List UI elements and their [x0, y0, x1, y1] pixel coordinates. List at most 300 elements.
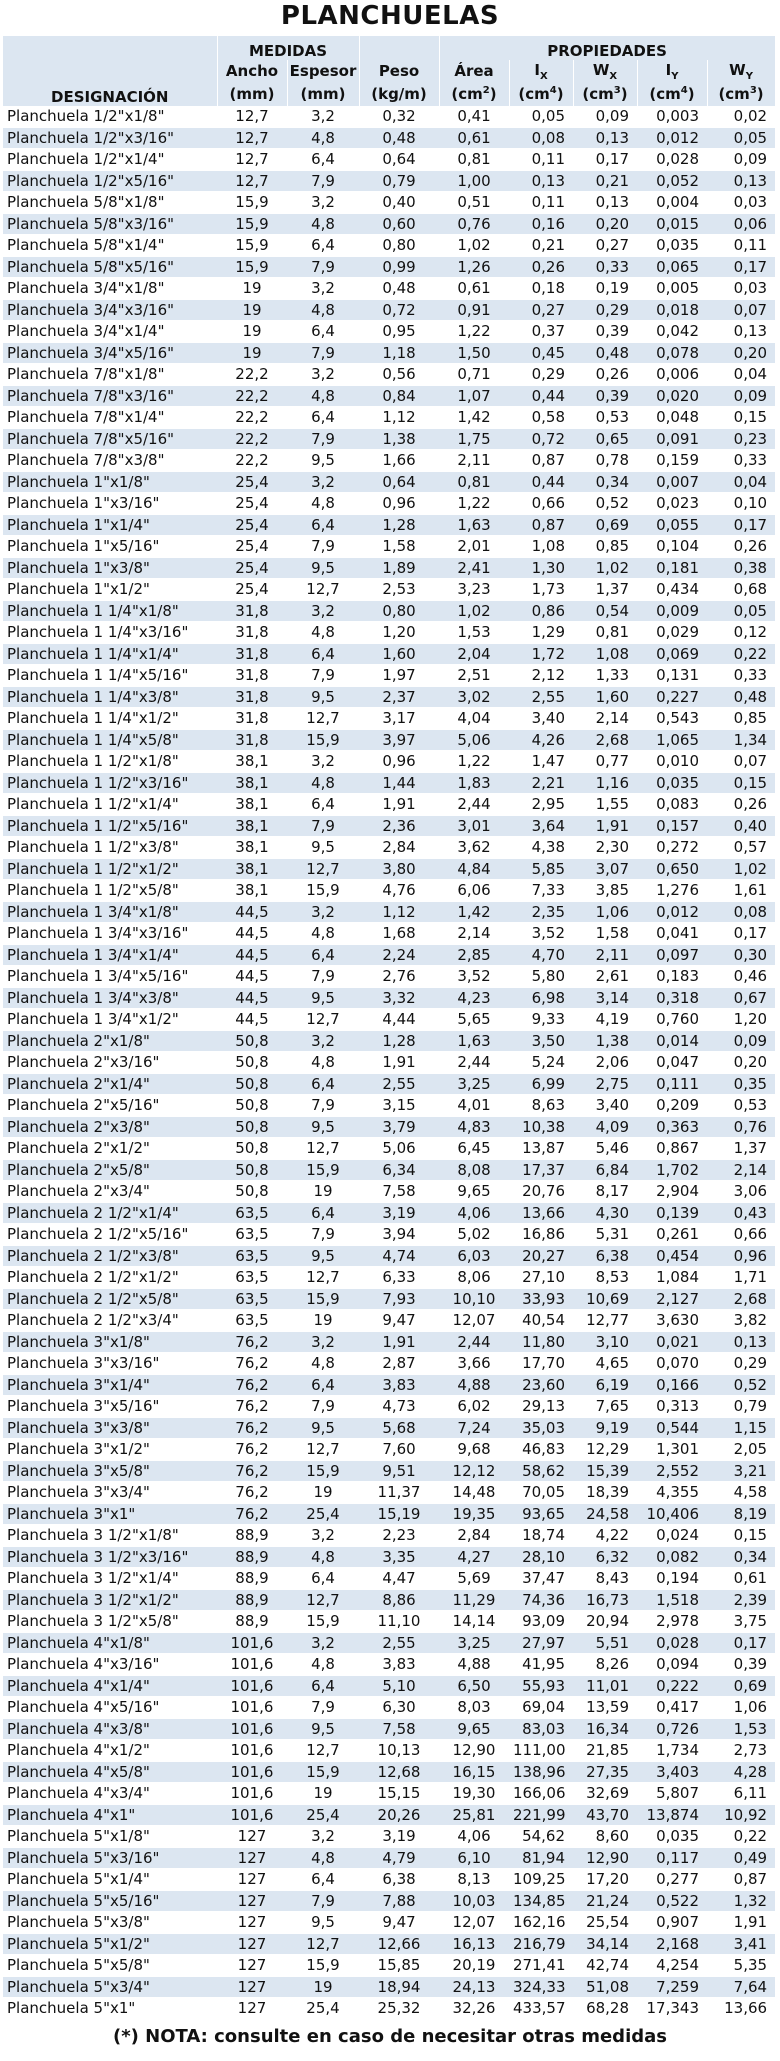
cell-peso: 7,88	[359, 1890, 439, 1912]
cell-designacion: Planchuela 5/8"x1/4"	[3, 235, 217, 257]
table-row	[3, 1826, 775, 1848]
cell-designacion: Planchuela 1 1/4"x5/16"	[3, 665, 217, 687]
cell-wy: 0,12	[707, 622, 775, 644]
cell-ix: 74,36	[509, 1589, 573, 1611]
cell-designacion: Planchuela 2 1/2"x5/8"	[3, 1288, 217, 1310]
cell-wx: 11,01	[573, 1675, 637, 1697]
cell-espesor: 15,9	[287, 1288, 359, 1310]
cell-wy: 0,96	[707, 1245, 775, 1267]
cell-wx: 68,28	[573, 1998, 637, 2020]
cell-espesor: 3,2	[287, 1331, 359, 1353]
cell-ix: 433,57	[509, 1998, 573, 2020]
cell-area: 1,02	[439, 235, 509, 257]
cell-designacion: Planchuela 1"x5/16"	[3, 536, 217, 558]
cell-designacion: Planchuela 1 1/2"x5/16"	[3, 815, 217, 837]
table-row	[3, 1783, 775, 1805]
cell-iy: 0,139	[637, 1202, 707, 1224]
cell-area: 1,42	[439, 407, 509, 429]
cell-designacion: Planchuela 4"x1/8"	[3, 1632, 217, 1654]
cell-wx: 0,20	[573, 213, 637, 235]
cell-wy: 0,79	[707, 1396, 775, 1418]
cell-designacion: Planchuela 1 3/4"x1/4"	[3, 944, 217, 966]
cell-ancho: 101,6	[217, 1783, 287, 1805]
cell-ancho: 50,8	[217, 1116, 287, 1138]
cell-iy: 13,874	[637, 1804, 707, 1826]
cell-designacion: Planchuela 7/8"x1/8"	[3, 364, 217, 386]
column-header-ix: $I_X$	[509, 60, 573, 82]
cell-wy: 0,20	[707, 342, 775, 364]
cell-iy: 2,904	[637, 1181, 707, 1203]
cell-area: 9,65	[439, 1181, 509, 1203]
cell-iy: 0,083	[637, 794, 707, 816]
cell-ancho: 38,1	[217, 815, 287, 837]
cell-ix: 1,30	[509, 557, 573, 579]
cell-ancho: 101,6	[217, 1761, 287, 1783]
cell-ix: 2,55	[509, 686, 573, 708]
cell-wy: 3,82	[707, 1310, 775, 1332]
cell-ix: 0,11	[509, 192, 573, 214]
table-row	[3, 708, 775, 730]
cell-iy: 0,117	[637, 1847, 707, 1869]
cell-ancho: 127	[217, 1847, 287, 1869]
cell-ix: 7,33	[509, 880, 573, 902]
cell-designacion: Planchuela 3"x5/16"	[3, 1396, 217, 1418]
cell-designacion: Planchuela 1 1/2"x1/2"	[3, 858, 217, 880]
cell-ancho: 44,5	[217, 987, 287, 1009]
cell-wx: 1,37	[573, 579, 637, 601]
cell-area: 5,65	[439, 1009, 509, 1031]
cell-wy: 0,35	[707, 1073, 775, 1095]
cell-wx: 3,14	[573, 987, 637, 1009]
cell-designacion: Planchuela 4"x3/8"	[3, 1718, 217, 1740]
cell-ix: 23,60	[509, 1374, 573, 1396]
cell-wx: 2,30	[573, 837, 637, 859]
cell-iy: 0,028	[637, 149, 707, 171]
cell-wy: 0,08	[707, 901, 775, 923]
cell-peso: 2,76	[359, 966, 439, 988]
cell-iy: 0,082	[637, 1546, 707, 1568]
cell-peso: 4,74	[359, 1245, 439, 1267]
cell-espesor: 12,7	[287, 1138, 359, 1160]
cell-wx: 2,14	[573, 708, 637, 730]
cell-peso: 7,60	[359, 1439, 439, 1461]
cell-espesor: 4,8	[287, 622, 359, 644]
cell-area: 4,88	[439, 1374, 509, 1396]
cell-peso: 0,48	[359, 127, 439, 149]
cell-peso: 2,53	[359, 579, 439, 601]
cell-designacion: Planchuela 2 1/2"x1/4"	[3, 1202, 217, 1224]
cell-peso: 11,37	[359, 1482, 439, 1504]
cell-ancho: 22,2	[217, 385, 287, 407]
table-row	[3, 600, 775, 622]
cell-wx: 4,65	[573, 1353, 637, 1375]
cell-wx: 2,11	[573, 944, 637, 966]
cell-wx: 1,06	[573, 901, 637, 923]
cell-ix: 35,03	[509, 1417, 573, 1439]
cell-ancho: 76,2	[217, 1396, 287, 1418]
cell-espesor: 15,9	[287, 1159, 359, 1181]
cell-ancho: 19	[217, 278, 287, 300]
cell-iy: 0,726	[637, 1718, 707, 1740]
cell-iy: 0,024	[637, 1525, 707, 1547]
cell-area: 1,22	[439, 751, 509, 773]
cell-espesor: 9,5	[287, 686, 359, 708]
cell-ancho: 25,4	[217, 536, 287, 558]
cell-peso: 1,44	[359, 772, 439, 794]
cell-wy: 0,43	[707, 1202, 775, 1224]
cell-wx: 2,61	[573, 966, 637, 988]
cell-iy: 0,417	[637, 1697, 707, 1719]
cell-peso: 11,10	[359, 1611, 439, 1633]
cell-wx: 2,06	[573, 1052, 637, 1074]
cell-peso: 2,87	[359, 1353, 439, 1375]
cell-wy: 0,57	[707, 837, 775, 859]
cell-designacion: Planchuela 3/4"x1/4"	[3, 321, 217, 343]
cell-wy: 0,26	[707, 794, 775, 816]
cell-wx: 5,46	[573, 1138, 637, 1160]
cell-designacion: Planchuela 3 1/2"x1/2"	[3, 1589, 217, 1611]
cell-designacion: Planchuela 1"x1/2"	[3, 579, 217, 601]
cell-ix: 13,66	[509, 1202, 573, 1224]
cell-iy: 1,301	[637, 1439, 707, 1461]
cell-wx: 8,17	[573, 1181, 637, 1203]
cell-ancho: 31,8	[217, 665, 287, 687]
cell-peso: 3,83	[359, 1374, 439, 1396]
cell-area: 2,41	[439, 557, 509, 579]
table-row	[3, 299, 775, 321]
cell-ancho: 101,6	[217, 1675, 287, 1697]
cell-ancho: 50,8	[217, 1095, 287, 1117]
cell-designacion: Planchuela 3"x5/8"	[3, 1460, 217, 1482]
cell-iy: 1,084	[637, 1267, 707, 1289]
cell-ancho: 101,6	[217, 1697, 287, 1719]
cell-wy: 5,35	[707, 1955, 775, 1977]
cell-ancho: 76,2	[217, 1374, 287, 1396]
cell-ix: 166,06	[509, 1783, 573, 1805]
cell-ix: 5,24	[509, 1052, 573, 1074]
cell-ancho: 63,5	[217, 1202, 287, 1224]
cell-espesor: 6,4	[287, 794, 359, 816]
cell-espesor: 6,4	[287, 514, 359, 536]
cell-wy: 0,22	[707, 1826, 775, 1848]
cell-espesor: 6,4	[287, 235, 359, 257]
cell-wx: 0,13	[573, 192, 637, 214]
cell-iy: 0,028	[637, 1632, 707, 1654]
cell-wy: 0,87	[707, 1869, 775, 1891]
cell-area: 6,02	[439, 1396, 509, 1418]
cell-espesor: 9,5	[287, 987, 359, 1009]
cell-designacion: Planchuela 1 3/4"x3/8"	[3, 987, 217, 1009]
cell-espesor: 4,8	[287, 1654, 359, 1676]
cell-area: 14,14	[439, 1611, 509, 1633]
cell-ancho: 127	[217, 1955, 287, 1977]
unit-iy: $(cm^4)$	[637, 82, 707, 106]
cell-ancho: 44,5	[217, 966, 287, 988]
cell-area: 19,30	[439, 1783, 509, 1805]
cell-designacion: Planchuela 3"x1"	[3, 1503, 217, 1525]
cell-ix: 13,87	[509, 1138, 573, 1160]
column-header-iy: $I_Y$	[637, 60, 707, 82]
cell-ancho: 12,7	[217, 106, 287, 127]
cell-ancho: 38,1	[217, 751, 287, 773]
cell-wy: 3,41	[707, 1933, 775, 1955]
cell-espesor: 19	[287, 1310, 359, 1332]
cell-iy: 0,544	[637, 1417, 707, 1439]
cell-iy: 10,406	[637, 1503, 707, 1525]
cell-area: 8,06	[439, 1267, 509, 1289]
cell-ix: 5,80	[509, 966, 573, 988]
cell-espesor: 15,9	[287, 1761, 359, 1783]
cell-peso: 1,12	[359, 901, 439, 923]
table-row	[3, 1009, 775, 1031]
cell-ix: 37,47	[509, 1568, 573, 1590]
cell-iy: 0,015	[637, 213, 707, 235]
cell-peso: 6,30	[359, 1697, 439, 1719]
table-row	[3, 1632, 775, 1654]
cell-wx: 1,91	[573, 815, 637, 837]
cell-iy: 0,035	[637, 1826, 707, 1848]
cell-iy: 0,760	[637, 1009, 707, 1031]
cell-ix: 0,29	[509, 364, 573, 386]
cell-ancho: 76,2	[217, 1417, 287, 1439]
cell-area: 12,90	[439, 1740, 509, 1762]
table-row	[3, 1202, 775, 1224]
cell-iy: 3,403	[637, 1761, 707, 1783]
cell-ix: 0,08	[509, 127, 573, 149]
cell-wx: 42,74	[573, 1955, 637, 1977]
cell-wy: 6,11	[707, 1783, 775, 1805]
cell-wy: 0,17	[707, 923, 775, 945]
cell-iy: 2,552	[637, 1460, 707, 1482]
cell-espesor: 9,5	[287, 837, 359, 859]
table-row	[3, 342, 775, 364]
cell-area: 3,02	[439, 686, 509, 708]
cell-designacion: Planchuela 7/8"x5/16"	[3, 428, 217, 450]
cell-designacion: Planchuela 3"x1/8"	[3, 1331, 217, 1353]
cell-ix: 27,10	[509, 1267, 573, 1289]
cell-peso: 12,66	[359, 1933, 439, 1955]
cell-iy: 0,010	[637, 751, 707, 773]
cell-peso: 4,73	[359, 1396, 439, 1418]
cell-ancho: 15,9	[217, 256, 287, 278]
cell-area: 4,27	[439, 1546, 509, 1568]
cell-wx: 12,29	[573, 1439, 637, 1461]
cell-iy: 0,867	[637, 1138, 707, 1160]
cell-designacion: Planchuela 1 1/2"x3/16"	[3, 772, 217, 794]
cell-area: 1,42	[439, 901, 509, 923]
cell-wx: 1,58	[573, 923, 637, 945]
cell-wy: 0,33	[707, 450, 775, 472]
cell-wx: 0,54	[573, 600, 637, 622]
cell-espesor: 12,7	[287, 708, 359, 730]
cell-designacion: Planchuela 4"x1/2"	[3, 1740, 217, 1762]
cell-iy: 0,023	[637, 493, 707, 515]
cell-peso: 0,60	[359, 213, 439, 235]
cell-wy: 0,07	[707, 751, 775, 773]
cell-wy: 0,26	[707, 536, 775, 558]
cell-ancho: 38,1	[217, 858, 287, 880]
cell-espesor: 12,7	[287, 1439, 359, 1461]
cell-wx: 6,19	[573, 1374, 637, 1396]
cell-area: 4,88	[439, 1654, 509, 1676]
cell-area: 5,69	[439, 1568, 509, 1590]
cell-wx: 15,39	[573, 1460, 637, 1482]
cell-peso: 9,47	[359, 1912, 439, 1934]
cell-area: 10,03	[439, 1890, 509, 1912]
cell-ancho: 63,5	[217, 1224, 287, 1246]
cell-wy: 8,19	[707, 1503, 775, 1525]
cell-area: 25,81	[439, 1804, 509, 1826]
cell-ancho: 15,9	[217, 235, 287, 257]
cell-iy: 0,650	[637, 858, 707, 880]
cell-peso: 25,32	[359, 1998, 439, 2020]
cell-wx: 16,73	[573, 1589, 637, 1611]
cell-wy: 4,28	[707, 1761, 775, 1783]
cell-wy: 1,06	[707, 1697, 775, 1719]
cell-espesor: 7,9	[287, 342, 359, 364]
table-row	[3, 1396, 775, 1418]
cell-peso: 15,15	[359, 1783, 439, 1805]
cell-ancho: 19	[217, 299, 287, 321]
cell-ix: 0,44	[509, 471, 573, 493]
table-row	[3, 751, 775, 773]
cell-ancho: 63,5	[217, 1245, 287, 1267]
cell-iy: 0,029	[637, 622, 707, 644]
cell-peso: 6,33	[359, 1267, 439, 1289]
cell-wx: 4,09	[573, 1116, 637, 1138]
cell-espesor: 4,8	[287, 1052, 359, 1074]
cell-designacion: Planchuela 5"x1/4"	[3, 1869, 217, 1891]
cell-area: 8,13	[439, 1869, 509, 1891]
cell-wx: 0,34	[573, 471, 637, 493]
cell-espesor: 7,9	[287, 256, 359, 278]
cell-iy: 0,097	[637, 944, 707, 966]
column-header-wy: $W_Y$	[707, 60, 775, 82]
cell-espesor: 7,9	[287, 428, 359, 450]
cell-iy: 0,183	[637, 966, 707, 988]
cell-peso: 7,58	[359, 1181, 439, 1203]
cell-iy: 0,048	[637, 407, 707, 429]
cell-wy: 0,61	[707, 1568, 775, 1590]
cell-espesor: 3,2	[287, 600, 359, 622]
cell-area: 1,83	[439, 772, 509, 794]
cell-espesor: 3,2	[287, 192, 359, 214]
cell-ancho: 101,6	[217, 1718, 287, 1740]
cell-espesor: 9,5	[287, 557, 359, 579]
table-row	[3, 794, 775, 816]
cell-iy: 0,277	[637, 1869, 707, 1891]
cell-designacion: Planchuela 1 1/4"x3/16"	[3, 622, 217, 644]
cell-iy: 1,702	[637, 1159, 707, 1181]
cell-ix: 29,13	[509, 1396, 573, 1418]
cell-wy: 0,09	[707, 385, 775, 407]
cell-peso: 1,66	[359, 450, 439, 472]
cell-peso: 8,86	[359, 1589, 439, 1611]
cell-iy: 17,343	[637, 1998, 707, 2020]
cell-designacion: Planchuela 5"x5/16"	[3, 1890, 217, 1912]
table-row	[3, 880, 775, 902]
cell-espesor: 6,4	[287, 407, 359, 429]
table-row	[3, 170, 775, 192]
table-row	[3, 1611, 775, 1633]
cell-iy: 2,127	[637, 1288, 707, 1310]
cell-ancho: 50,8	[217, 1052, 287, 1074]
cell-espesor: 3,2	[287, 1632, 359, 1654]
cell-wy: 0,07	[707, 299, 775, 321]
cell-area: 3,25	[439, 1073, 509, 1095]
cell-peso: 9,51	[359, 1460, 439, 1482]
cell-ix: 33,93	[509, 1288, 573, 1310]
table-header	[3, 36, 775, 106]
cell-ix: 5,85	[509, 858, 573, 880]
cell-wx: 7,65	[573, 1396, 637, 1418]
cell-espesor: 4,8	[287, 299, 359, 321]
cell-wy: 0,22	[707, 643, 775, 665]
table-row	[3, 772, 775, 794]
cell-peso: 5,06	[359, 1138, 439, 1160]
cell-wy: 0,10	[707, 493, 775, 515]
table-row	[3, 1890, 775, 1912]
cell-ix: 0,87	[509, 514, 573, 536]
column-header-wx: $W_X$	[573, 60, 637, 82]
unit-wy: $(cm^3)$	[707, 82, 775, 106]
cell-iy: 0,020	[637, 385, 707, 407]
table-row	[3, 1718, 775, 1740]
table-row	[3, 1955, 775, 1977]
cell-ix: 8,63	[509, 1095, 573, 1117]
cell-peso: 5,68	[359, 1417, 439, 1439]
cell-espesor: 7,9	[287, 1396, 359, 1418]
cell-ancho: 76,2	[217, 1353, 287, 1375]
cell-wx: 21,24	[573, 1890, 637, 1912]
cell-designacion: Planchuela 3/4"x1/8"	[3, 278, 217, 300]
cell-wx: 0,78	[573, 450, 637, 472]
cell-peso: 2,37	[359, 686, 439, 708]
cell-peso: 6,38	[359, 1869, 439, 1891]
cell-area: 4,04	[439, 708, 509, 730]
table-row	[3, 1675, 775, 1697]
cell-ix: 4,38	[509, 837, 573, 859]
cell-espesor: 3,2	[287, 1030, 359, 1052]
cell-espesor: 6,4	[287, 1869, 359, 1891]
cell-wy: 0,15	[707, 1525, 775, 1547]
table-row	[3, 1267, 775, 1289]
cell-area: 6,45	[439, 1138, 509, 1160]
cell-wx: 0,39	[573, 321, 637, 343]
cell-peso: 2,55	[359, 1073, 439, 1095]
group-header-spacer	[359, 36, 439, 60]
cell-designacion: Planchuela 5/8"x1/8"	[3, 192, 217, 214]
cell-wy: 0,33	[707, 665, 775, 687]
cell-iy: 0,047	[637, 1052, 707, 1074]
cell-designacion: Planchuela 5"x5/8"	[3, 1955, 217, 1977]
cell-area: 0,51	[439, 192, 509, 214]
cell-iy: 0,313	[637, 1396, 707, 1418]
cell-wx: 4,30	[573, 1202, 637, 1224]
cell-ancho: 76,2	[217, 1482, 287, 1504]
cell-designacion: Planchuela 5"x1/8"	[3, 1826, 217, 1848]
cell-ix: 138,96	[509, 1761, 573, 1783]
table-row	[3, 385, 775, 407]
cell-designacion: Planchuela 1 1/4"x1/4"	[3, 643, 217, 665]
cell-area: 0,81	[439, 471, 509, 493]
cell-iy: 0,078	[637, 342, 707, 364]
cell-wy: 0,53	[707, 1095, 775, 1117]
cell-espesor: 25,4	[287, 1998, 359, 2020]
cell-designacion: Planchuela 5"x1/2"	[3, 1933, 217, 1955]
table-row	[3, 966, 775, 988]
cell-ix: 0,45	[509, 342, 573, 364]
